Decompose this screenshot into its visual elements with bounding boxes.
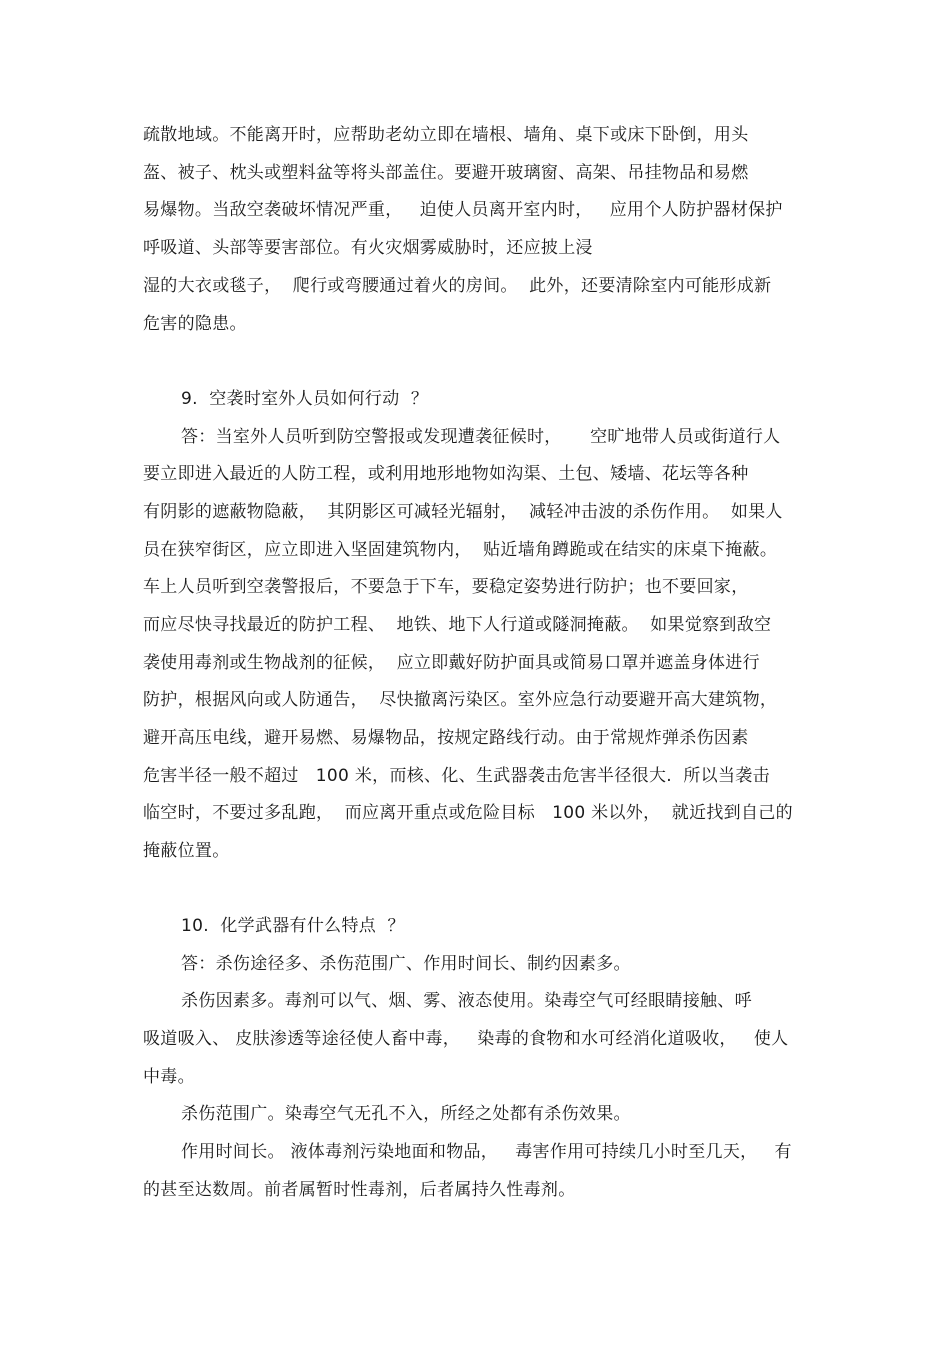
text-line: 危害半径一般不超过 100 米，而核、化、生武器袭击危害半径很大. 所以当袭击 <box>143 766 770 786</box>
question-heading: 9. 空袭时室外人员如何行动 ？ <box>181 389 429 409</box>
text-line: 的甚至达数周。前者属暂时性毒剂，后者属持久性毒剂。 <box>143 1180 576 1200</box>
text-line: 车上人员听到空袭警报后，不要急于下车，要稳定姿势进行防护；也不要回家， <box>143 577 749 597</box>
text-line: 防护，根据风向或人防通告， 尽快撤离污染区。室外应急行动要避开高大建筑物， <box>143 690 778 710</box>
text-line: 作用时间长。 液体毒剂污染地面和物品， 毒害作用可持续几小时至几天， 有 <box>181 1142 792 1162</box>
text-line: 呼吸道、头部等要害部位。有火灾烟雾威胁时，还应披上浸 <box>143 238 593 258</box>
text-line: 答：当室外人员听到防空警报或发现遭袭征候时， 空旷地带人员或街道行人 <box>181 427 781 447</box>
text-line: 员在狭窄街区，应立即进入坚固建筑物内， 贴近墙角蹲跪或在结实的床桌下掩蔽。 <box>143 540 778 560</box>
text-line: 避开高压电线，避开易燃、易爆物品，按规定路线行动。由于常规炸弹杀伤因素 <box>143 728 749 748</box>
text-line: 湿的大衣或毯子， 爬行或弯腰通过着火的房间。 此外，还要清除室内可能形成新 <box>143 276 772 296</box>
text-line: 杀伤范围广。染毒空气无孔不入，所经之处都有杀伤效果。 <box>181 1104 631 1124</box>
question-heading: 10. 化学武器有什么特点 ？ <box>181 916 405 936</box>
text-line: 易爆物。当敌空袭破坏情况严重， 迫使人员离开室内时， 应用个人防护器材保护 <box>143 200 783 220</box>
text-line: 袭使用毒剂或生物战剂的征候， 应立即戴好防护面具或简易口罩并遮盖身体进行 <box>143 653 760 673</box>
text-line: 要立即进入最近的人防工程，或利用地形地物如沟渠、土包、矮墙、花坛等各种 <box>143 464 749 484</box>
text-line: 而应尽快寻找最近的防护工程、 地铁、地下人行道或隧洞掩蔽。 如果觉察到敌空 <box>143 615 772 635</box>
text-line: 掩蔽位置。 <box>143 841 230 861</box>
text-line: 杀伤因素多。毒剂可以气、烟、雾、液态使用。染毒空气可经眼睛接触、呼 <box>181 991 752 1011</box>
text-line: 有阴影的遮蔽物隐蔽， 其阴影区可减轻光辐射， 减轻冲击波的杀伤作用。 如果人 <box>143 502 783 522</box>
text-line: 吸道吸入、 皮肤渗透等途径使人畜中毒， 染毒的食物和水可经消化道吸收， 使人 <box>143 1029 789 1049</box>
text-line: 答：杀伤途径多、杀伤范围广、作用时间长、制约因素多。 <box>181 954 631 974</box>
text-line: 临空时，不要过多乱跑， 而应离开重点或危险目标 100 米以外， 就近找到自己的 <box>143 803 793 823</box>
text-line: 危害的隐患。 <box>143 314 247 334</box>
text-line: 盔、被子、枕头或塑料盆等将头部盖住。要避开玻璃窗、高架、吊挂物品和易燃 <box>143 163 749 183</box>
text-line: 疏散地域。不能离开时，应帮助老幼立即在墙根、墙角、桌下或床下卧倒，用头 <box>143 125 749 145</box>
text-line: 中毒。 <box>143 1067 195 1087</box>
